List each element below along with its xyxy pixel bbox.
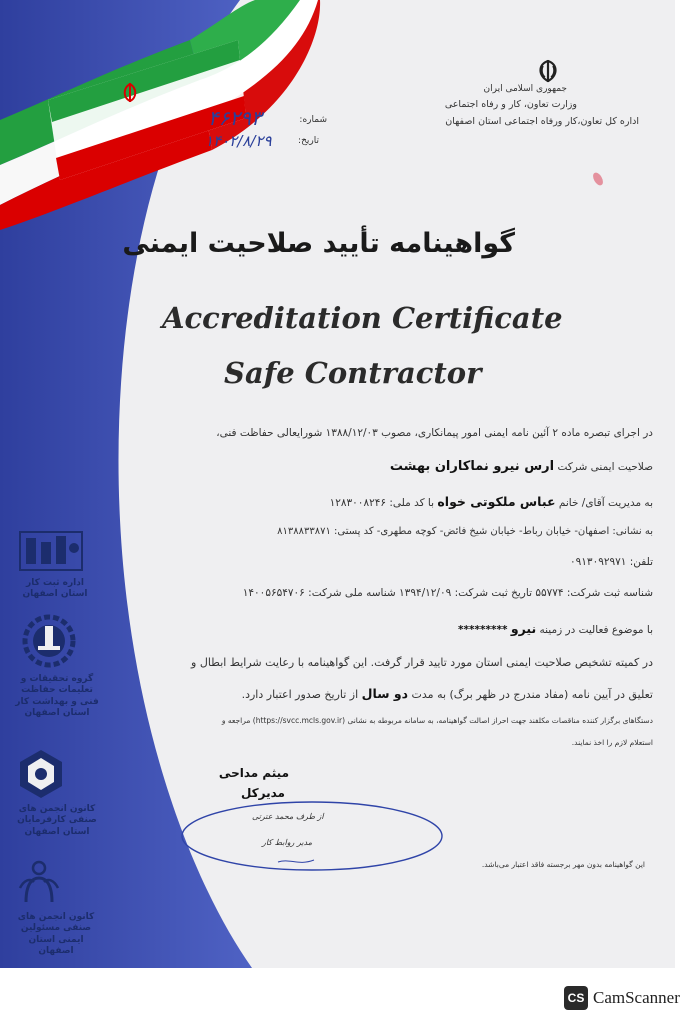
phone-line: تلفن: ۰۹۱۳۰۹۲۹۷۱ bbox=[570, 556, 653, 568]
company-name: ارس نیرو نماکاران بهشت bbox=[389, 459, 555, 474]
footer-note: این گواهینامه بدون مهر برجسته فاقد اعتبار می‌باشد. bbox=[481, 860, 645, 869]
iran-emblem-icon bbox=[530, 58, 566, 84]
sidebar-logo-3-label: کانون انجمن های صنفی کارفرمایان استان اصفهان bbox=[17, 804, 97, 837]
sidebar-logo-3 bbox=[16, 748, 98, 838]
number-label: شماره: bbox=[299, 115, 327, 125]
body-line-7: در کمیته تشخیص صلاحیت ایمنی استان مورد تایید قرار گرفت. این گواهینامه با رعایت شرایط ابطال و bbox=[191, 656, 653, 669]
workers-icon bbox=[14, 858, 64, 908]
english-title-line1: Accreditation Certificate bbox=[162, 301, 563, 335]
gear-tower-icon bbox=[14, 612, 84, 670]
national-id: با کد ملی: ۱۲۸۳۰۰۸۲۴۶ bbox=[329, 497, 435, 509]
validity-suffix: از تاریخ صدور اعتبار دارد. bbox=[241, 688, 359, 701]
association-icon bbox=[16, 748, 66, 800]
camscanner-watermark bbox=[564, 986, 680, 1010]
validity-duration: دو سال bbox=[361, 686, 409, 701]
address-line: به نشانی: اصفهان- خیابان رباط- خیابان شیخ فائض- کوچه مطهری- کد پستی: ۸۱۳۸۸۳۳۸۷۱ bbox=[277, 526, 653, 537]
country-name: جمهوری اسلامی ایران bbox=[483, 84, 567, 94]
stamp-line-1: از طرف محمد عترتی bbox=[252, 812, 324, 821]
sidebar-logo-2-label: گروه تحقیقات و تعلیمات حفاظت فنی و بهداشت کار استان اصفهان bbox=[15, 674, 99, 718]
field-name: نیرو bbox=[510, 621, 537, 636]
verification-note-1: دستگاهای برگزار کننده مناقصات مکلفند جهت احراز اصالت گواهینامه، به سامانه مربوطه به نشانی (https://svcc.mcls.gov.ir) مراجعه و bbox=[221, 716, 653, 725]
signature-oval bbox=[178, 796, 448, 876]
registry-icon bbox=[16, 528, 86, 574]
registration-line: شناسه ثبت شرکت: ۵۵۷۷۴ تاریخ ثبت شرکت: ۱۳۹۴/۱۲/۰۹ شناسه ملی شرکت: ۱۴۰۰۵۶۵۴۷۰۶ bbox=[242, 587, 653, 599]
camscanner-name: CamScanner bbox=[593, 988, 680, 1007]
company-label: صلاحیت ایمنی شرکت bbox=[557, 461, 653, 473]
stamp-line-2: مدیر روابط کار bbox=[262, 838, 313, 847]
office-name: اداره کل تعاون،کار ورفاه اجتماعی استان اصفهان bbox=[445, 116, 639, 127]
field-label: با موضوع فعالیت در زمینه bbox=[539, 624, 653, 636]
persian-title: گواهینامه تأیید صلاحیت ایمنی bbox=[122, 228, 515, 259]
body-line-8 bbox=[242, 686, 653, 701]
english-title-line2: Safe Contractor bbox=[224, 356, 482, 390]
signatory-title: مدیرکل bbox=[240, 786, 285, 800]
date-label: تاریخ: bbox=[298, 136, 319, 146]
date-value: ۱۴۰۲/۸/۲۹ bbox=[205, 132, 272, 150]
body-line-3 bbox=[330, 494, 653, 509]
body-line-1: در اجرای تبصره ماده ۲ آئین نامه ایمنی امور پیمانکاری، مصوب ۱۳۸۸/۱۲/۰۳ شورایعالی حفاظت فنی، bbox=[216, 427, 653, 439]
field-stars: ********* bbox=[458, 624, 508, 636]
sidebar-logo-2 bbox=[14, 612, 100, 719]
ministry-name: وزارت تعاون، کار و رفاه اجتماعی bbox=[444, 99, 577, 110]
body-line-2 bbox=[390, 459, 653, 474]
verification-note-2: استعلام لازم را اخذ نمایند. bbox=[571, 738, 653, 747]
validity-prefix: تعلیق در آیین نامه (مفاد مندرج در ظهر برگ) به مدت bbox=[411, 688, 653, 701]
sidebar-logo-4 bbox=[14, 858, 98, 957]
field-line bbox=[458, 621, 653, 636]
camscanner-logo: CS bbox=[564, 986, 588, 1010]
signatory-name: میثم مداحی bbox=[218, 766, 289, 780]
sidebar-logo-1-label: اداره ثبت کار استان اصفهان bbox=[22, 578, 88, 600]
number-value: ۴۶۲۹۳ bbox=[208, 106, 262, 130]
manager-name: عباس ملکوتی خواه bbox=[437, 494, 556, 509]
sidebar-logo-4-label: کانون انجمن های صنفی مسئولین ایمنی استان اصفهان bbox=[17, 912, 95, 956]
manager-label: به مدیریت آقای/ خانم bbox=[558, 497, 653, 509]
sidebar-logo-1 bbox=[16, 528, 94, 601]
flag-ribbon bbox=[0, 0, 330, 230]
